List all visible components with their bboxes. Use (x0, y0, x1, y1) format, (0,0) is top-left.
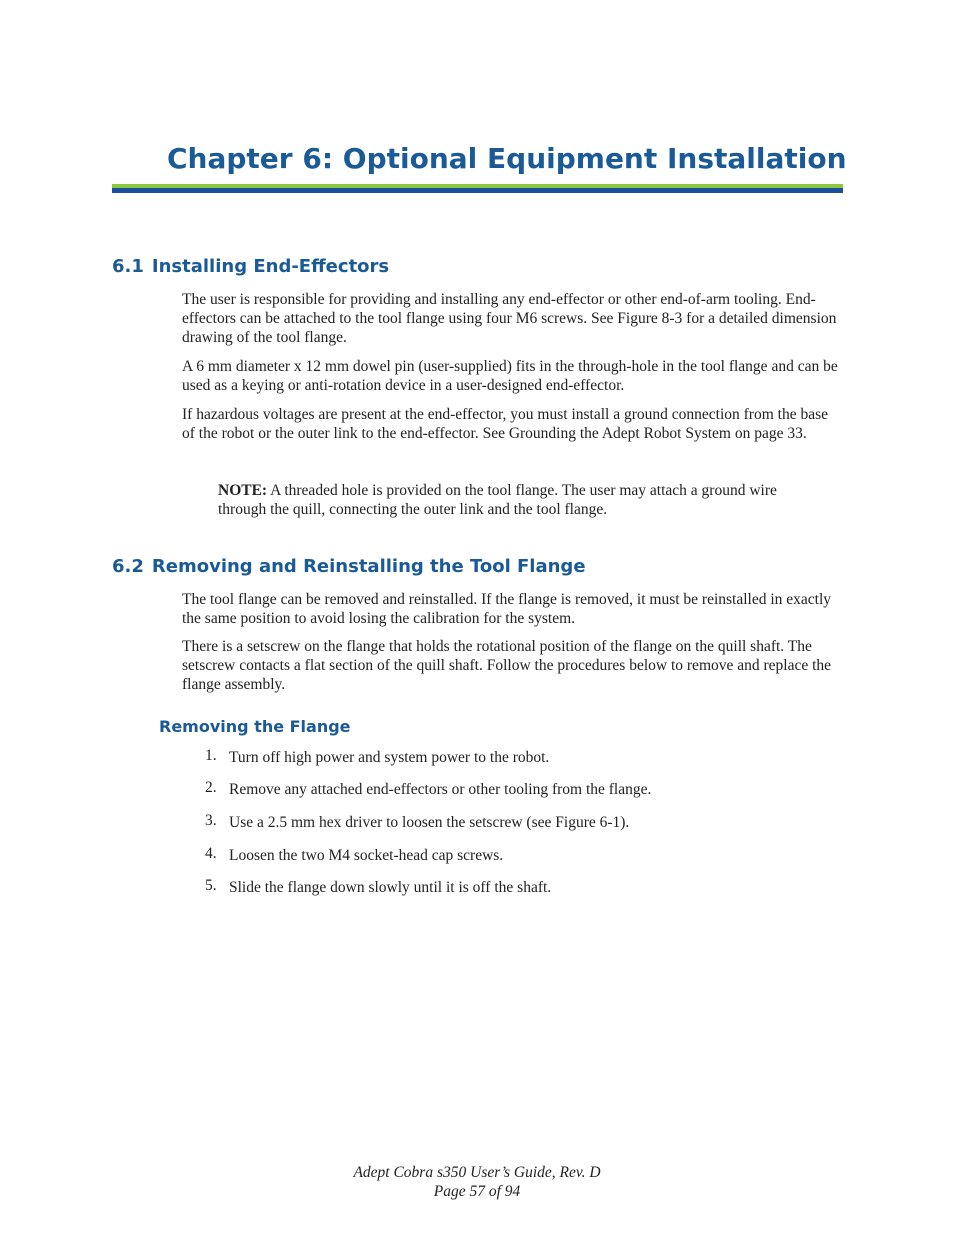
list-item (200, 749, 840, 769)
step-text: Slide the flange down slowly until it is off the shaft. (229, 879, 552, 896)
step-number: 2. (205, 779, 217, 796)
list-item (200, 814, 840, 834)
step-text: Turn off high power and system power to the robot. (229, 749, 550, 766)
title-rule-blue (112, 188, 843, 193)
list-item (200, 879, 840, 899)
step-number: 5. (205, 877, 217, 894)
section-heading-6-1 (112, 255, 389, 279)
note-text: A threaded hole is provided on the tool flange. The user may attach a ground wire through the quill, connecting the outer link and the tool flange. (218, 482, 777, 518)
subsection-heading: Removing the Flange (159, 717, 351, 736)
step-text: Use a 2.5 mm hex driver to loosen the setscrew (see Figure 6-1). (229, 814, 630, 831)
paragraph: There is a setscrew on the flange that holds the rotational position of the flange on the quill shaft. The setscrew contacts a flat section of the quill shaft. Follow the procedures below to remove and replace the flange assembly. (182, 638, 832, 693)
section-title: Installing End-Effectors (151, 256, 390, 277)
step-number: 1. (205, 747, 217, 764)
section-number: 6.2 (112, 556, 144, 577)
section-heading-6-2 (112, 555, 586, 579)
step-number: 3. (205, 812, 217, 829)
step-text: Remove any attached end-effectors or other tooling from the flange. (229, 781, 652, 798)
paragraph: If hazardous voltages are present at the end-effector, you must install a ground connection from the base of the robot or the outer link to the end-effector. See Grounding the Adept Robot System on page 33. (182, 406, 828, 442)
footer-guide-title: Adept Cobra s350 User’s Guide, Rev. D (353, 1164, 601, 1181)
list-item (200, 781, 840, 801)
step-text: Loosen the two M4 socket-head cap screws. (229, 847, 504, 864)
note-label: NOTE: (218, 482, 268, 499)
paragraph: The tool flange can be removed and reinstalled. If the flange is removed, it must be reinstalled in exactly the same position to avoid losing the calibration for the system. (182, 591, 832, 627)
section-number: 6.1 (112, 256, 144, 277)
step-number: 4. (205, 845, 217, 862)
footer-page-number: Page 57 of 94 (433, 1183, 521, 1200)
note-block (218, 481, 778, 519)
paragraph: A 6 mm diameter x 12 mm dowel pin (user-supplied) fits in the through-hole in the tool flange and can be used as a keying or anti-rotation device in a user-designed end-effector. (182, 358, 838, 394)
list-item (200, 847, 840, 867)
section-title: Removing and Reinstalling the Tool Flange (151, 556, 586, 577)
paragraph: The user is responsible for providing and installing any end-effector or other end-of-arm tooling. End-effectors can be attached to the tool flange using four M6 screws. See Figure 8-3 for a detailed dimension drawing of the tool flange. (182, 291, 837, 346)
chapter-title: Chapter 6: Optional Equipment Installation (167, 142, 847, 175)
